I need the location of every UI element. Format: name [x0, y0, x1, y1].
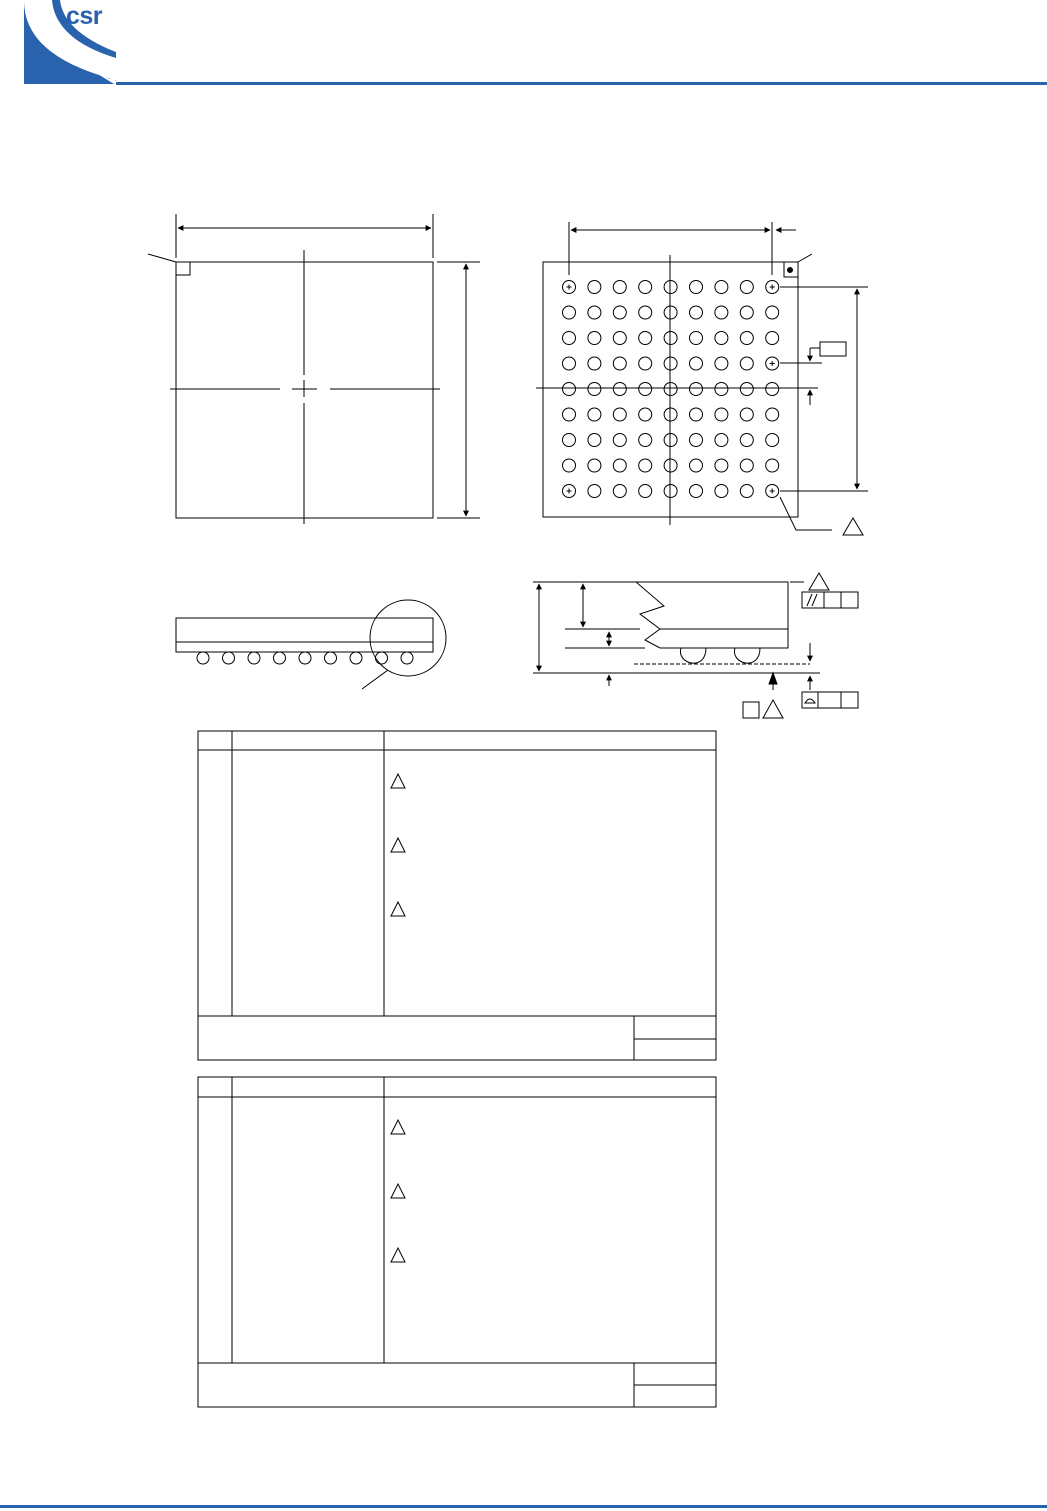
- solder-ball: [690, 459, 703, 472]
- detail-ball-1: [680, 648, 706, 663]
- side-solder-ball: [299, 652, 311, 664]
- solder-ball: [664, 485, 677, 498]
- solder-ball: [715, 357, 728, 370]
- solder-ball: [664, 383, 677, 396]
- side-solder-ball: [197, 652, 209, 664]
- solder-ball: [715, 383, 728, 396]
- solder-ball: [563, 459, 576, 472]
- solder-ball: [664, 306, 677, 319]
- solder-ball: [740, 459, 753, 472]
- solder-ball: [690, 485, 703, 498]
- solder-ball: [563, 332, 576, 345]
- solder-ball: [613, 408, 626, 421]
- detail-circle: [370, 600, 446, 676]
- ball-grid: [563, 281, 779, 498]
- note-triangle: [391, 902, 405, 916]
- solder-ball: [740, 408, 753, 421]
- solder-ball: [613, 332, 626, 345]
- solder-ball: [690, 434, 703, 447]
- top-view: [148, 214, 480, 524]
- solder-ball: [664, 459, 677, 472]
- solder-ball: [563, 357, 576, 370]
- solder-ball: [563, 383, 576, 396]
- solder-ball: [766, 383, 779, 396]
- solder-ball: [690, 332, 703, 345]
- side-solder-ball: [274, 652, 286, 664]
- solder-ball: [613, 383, 626, 396]
- solder-ball: [588, 383, 601, 396]
- solder-ball: [588, 332, 601, 345]
- solder-ball: [563, 306, 576, 319]
- solder-ball: [613, 306, 626, 319]
- parallelism-frame: [802, 592, 858, 608]
- datum-box: [743, 702, 759, 718]
- solder-ball: [740, 485, 753, 498]
- pin1-marker: [176, 262, 190, 275]
- detail-mold: [636, 582, 788, 629]
- solder-ball: [715, 434, 728, 447]
- logo-text: csr: [66, 2, 103, 30]
- solder-ball: [766, 332, 779, 345]
- note-triangle-parallel: [809, 573, 829, 590]
- solder-ball: [690, 357, 703, 370]
- pin1-leader: [148, 254, 176, 262]
- detail-substrate: [645, 629, 788, 648]
- solder-ball: [639, 485, 652, 498]
- detail-ball-2: [734, 648, 760, 663]
- solder-ball: [588, 306, 601, 319]
- side-solder-ball: [376, 652, 388, 664]
- solder-ball: [639, 459, 652, 472]
- solder-ball: [613, 459, 626, 472]
- solder-ball: [715, 459, 728, 472]
- solder-ball: [639, 434, 652, 447]
- solder-ball: [639, 357, 652, 370]
- dimension-table-2: [198, 1077, 716, 1407]
- side-view: [176, 600, 446, 689]
- solder-ball: [715, 281, 728, 294]
- solder-ball: [740, 306, 753, 319]
- solder-ball: [639, 408, 652, 421]
- solder-ball: [740, 357, 753, 370]
- note-triangle: [391, 1184, 405, 1198]
- solder-ball: [766, 434, 779, 447]
- solder-ball: [715, 485, 728, 498]
- solder-ball: [639, 281, 652, 294]
- solder-ball: [664, 434, 677, 447]
- solder-ball: [690, 281, 703, 294]
- solder-ball: [588, 408, 601, 421]
- solder-ball: [639, 306, 652, 319]
- solder-ball: [690, 408, 703, 421]
- solder-ball: [613, 281, 626, 294]
- pitch-box: [820, 342, 846, 356]
- solder-ball: [588, 281, 601, 294]
- solder-ball: [715, 332, 728, 345]
- side-solder-ball: [248, 652, 260, 664]
- note-triangle: [391, 1120, 405, 1134]
- solder-ball: [563, 434, 576, 447]
- solder-ball: [766, 306, 779, 319]
- solder-ball: [588, 459, 601, 472]
- note-triangle: [391, 838, 405, 852]
- side-solder-ball: [325, 652, 337, 664]
- solder-ball: [588, 434, 601, 447]
- solder-ball: [690, 306, 703, 319]
- solder-ball: [613, 357, 626, 370]
- bottom-view: [536, 222, 868, 535]
- side-solder-ball: [401, 652, 413, 664]
- dimension-table-1: [198, 731, 716, 1060]
- solder-ball: [664, 357, 677, 370]
- note-triangle-ball: [843, 518, 863, 535]
- solder-ball: [690, 383, 703, 396]
- solder-ball: [664, 332, 677, 345]
- solder-ball: [715, 408, 728, 421]
- side-body: [176, 618, 433, 642]
- solder-ball: [766, 408, 779, 421]
- solder-ball: [664, 281, 677, 294]
- side-solder-ball: [350, 652, 362, 664]
- solder-ball: [588, 485, 601, 498]
- solder-ball: [740, 434, 753, 447]
- solder-ball: [766, 459, 779, 472]
- side-solder-ball: [223, 652, 235, 664]
- note-triangle-datum: [763, 700, 783, 718]
- note-triangle: [391, 774, 405, 788]
- solder-ball: [588, 357, 601, 370]
- solder-ball: [715, 306, 728, 319]
- solder-ball: [740, 383, 753, 396]
- solder-ball: [613, 434, 626, 447]
- note-triangle: [391, 1248, 405, 1262]
- solder-ball: [664, 408, 677, 421]
- solder-ball: [563, 408, 576, 421]
- solder-ball: [639, 383, 652, 396]
- solder-ball: [613, 485, 626, 498]
- solder-ball: [740, 332, 753, 345]
- solder-ball: [740, 281, 753, 294]
- side-substrate: [176, 642, 433, 652]
- coplanarity-frame: [802, 692, 858, 708]
- solder-ball: [639, 332, 652, 345]
- detail-view: [533, 573, 858, 718]
